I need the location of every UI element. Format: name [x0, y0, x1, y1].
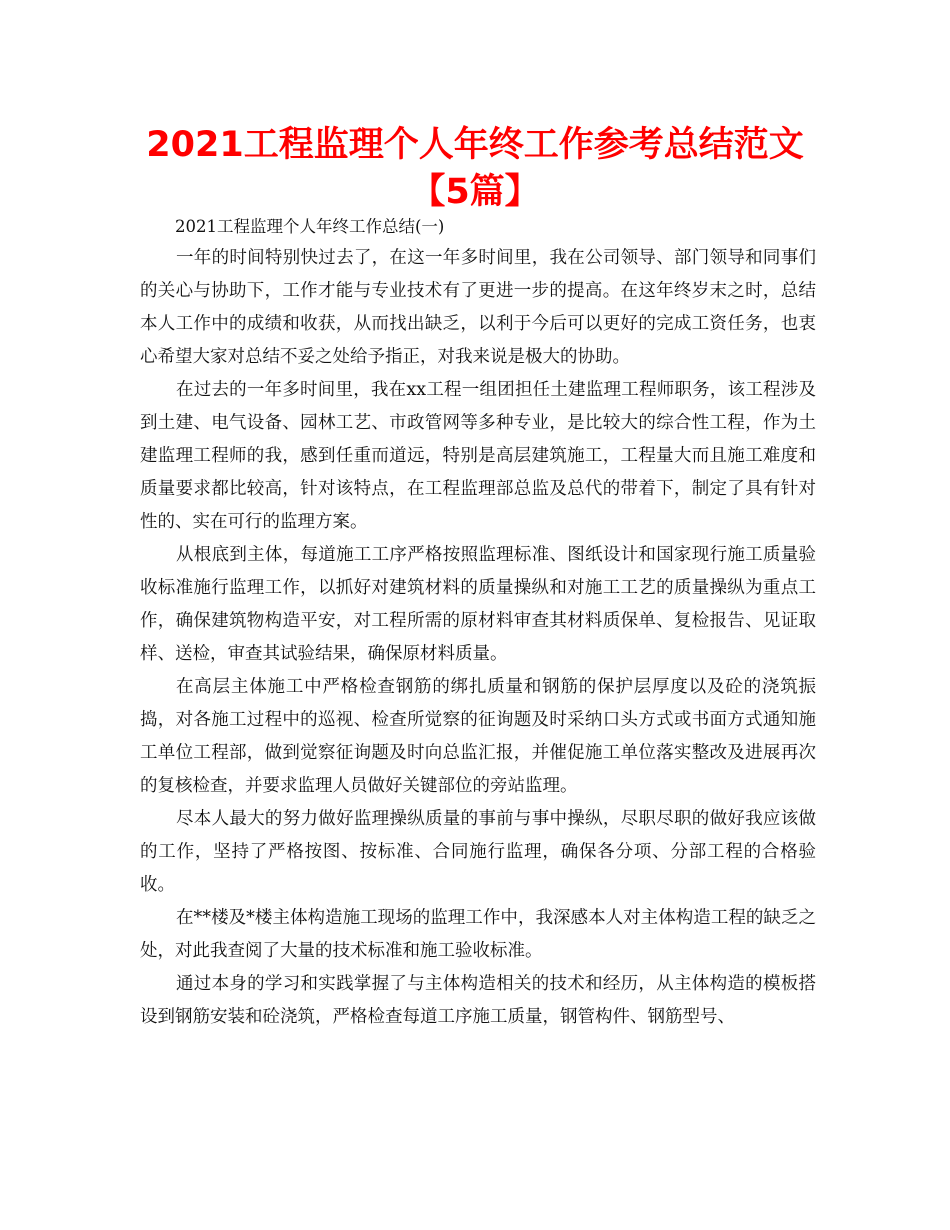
paragraph: 在高层主体施工中严格检查钢筋的绑扎质量和钢筋的保护层厚度以及砼的浇筑振捣，对各施工过程中的巡视、检查所觉察的征询题及时采纳口头方式或书面方式通知施工单位工程部，做到觉察征询题及时向总监汇报，并催促施工单位落实整改及进展再次的复核检查，并要求监理人员做好关键部位的旁站监理。 — [140, 677, 816, 796]
paragraph: 一年的时间特别快过去了，在这一年多时间里，我在公司领导、部门领导和同事们的关心与协助下，工作才能与专业技术有了更进一步的提高。在这年终岁末之时，总结本人工作中的成绩和收获，从而找出缺乏，以利于今后可以更好的完成工资任务，也衷心希望大家对总结不妥之处给予指正，对我来说是极大的协助。 — [140, 248, 816, 367]
paragraph: 从根底到主体，每道施工工序严格按照监理标准、图纸设计和国家现行施工质量验收标准施行监理工作，以抓好对建筑材料的质量操纵和对施工工艺的质量操纵为重点工作，确保建筑物构造平安，对工程所需的原材料审查其材料质保单、复检报告、见证取样、送检，审查其试验结果，确保原材料质量。 — [140, 545, 816, 664]
paragraph: 尽本人最大的努力做好监理操纵质量的事前与事中操纵，尽职尽职的做好我应该做的工作，坚持了严格按图、按标准、合同施行监理，确保各分项、分部工程的合格验收。 — [140, 809, 816, 895]
section-heading: 2021工程监理个人年终工作总结(一) — [175, 217, 445, 236]
paragraph: 在**楼及*楼主体构造施工现场的监理工作中，我深感本人对主体构造工程的缺乏之处，对此我查阅了大量的技术标准和施工验收标准。 — [140, 908, 816, 961]
document-body — [140, 211, 816, 1034]
paragraph: 通过本身的学习和实践掌握了与主体构造相关的技术和经历，从主体构造的模板搭设到钢筋安装和砼浇筑，严格检查每道工序施工质量，钢管构件、钢筋型号、 — [140, 974, 816, 1027]
document-title: 2021工程监理个人年终工作参考总结范文【5篇】 — [146, 125, 804, 212]
paragraph: 在过去的一年多时间里，我在xx工程一组团担任土建监理工程师职务，该工程涉及到土建、电气设备、园林工艺、市政管网等多种专业，是比较大的综合性工程，作为土建监理工程师的我，感到任重而道远，特别是高层建筑施工，工程量大而且施工难度和质量要求都比较高，针对该特点，在工程监理部总监及总代的带着下，制定了具有针对性的、实在可行的监理方案。 — [140, 380, 816, 532]
